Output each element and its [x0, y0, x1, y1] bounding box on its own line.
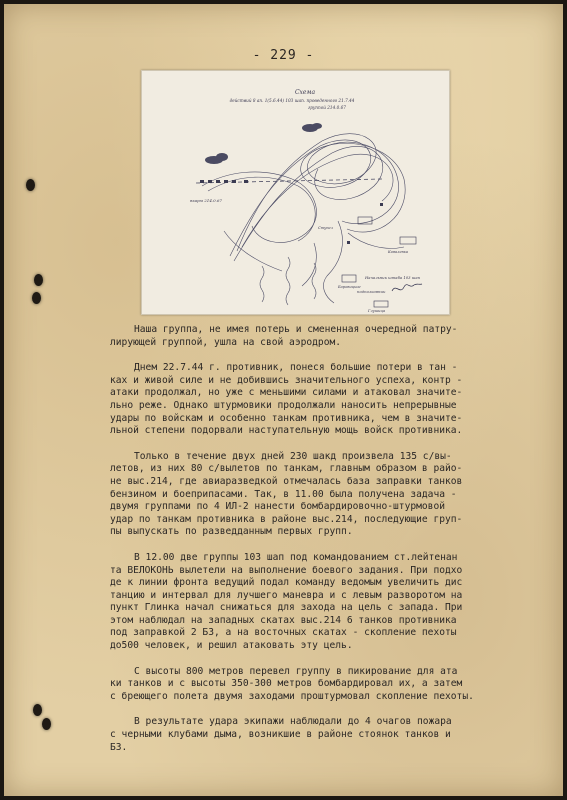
paragraph: Днем 22.7.44 г. противник, понеся большие потери в тан - ках и живой силе и не добившись значительного успеха, контр - атаки продолжал, но уже с меньшими силами и атаковал значите- льно реже. Однако штурмовики продолжали наносить непрерывные удары по войскам и особенно танкам противника, чем в значите- льной степени подорвали наступательную мощь войск противника.	[110, 362, 463, 437]
diagram-subtitle: действий 8 ап. 1(5.6.44) 103 шап. проведенного 21.7.44	[229, 98, 355, 103]
village-marker	[374, 301, 388, 307]
document-page	[4, 4, 563, 796]
unit-markers	[200, 180, 383, 244]
paragraph: С высоты 800 метров перевел группу в пикирование для ата ки танков и с высоты 350-300 метров бомбардировал их, а затем с бреющего полета двумя заходами проштурмовал скопление пехоты.	[110, 665, 474, 702]
scheme-drawing	[142, 71, 449, 314]
page-number: - 229 -	[252, 48, 315, 63]
binding-hole	[32, 292, 41, 304]
village-label: Глушица	[368, 309, 386, 313]
paragraph: Наша группа, не имея потерь и смененная очередной патру- лирующей группой, ушла на свой аэродром.	[110, 324, 458, 348]
handwritten-signature	[392, 284, 422, 291]
terrain-lines	[260, 257, 316, 305]
diagram-title: Схема	[294, 89, 316, 96]
binding-hole	[33, 704, 42, 716]
report-text	[110, 324, 510, 767]
signature-caption: подполковник	[357, 289, 386, 294]
binding-hole	[42, 718, 51, 730]
height-label: вкарм 214.0.67	[190, 198, 223, 203]
binding-hole	[34, 274, 43, 286]
binding-hole	[26, 179, 35, 191]
cloud-marks	[205, 123, 322, 164]
village-marker	[342, 275, 356, 282]
battle-scheme-diagram	[141, 70, 450, 315]
signature-caption: Начальник штаба 103 шап	[365, 275, 421, 280]
village-label: Ступел	[318, 226, 333, 230]
paragraph: В результате удара экипажи наблюдали до 4 очагов пожара с черными клубами дыма, возникшие в районе стоянок танков и БЗ.	[110, 716, 452, 753]
diagram-subtitle: группой 214.0.67	[308, 105, 346, 110]
village-label: Ковалевка	[388, 250, 408, 254]
village-marker	[400, 237, 416, 244]
village-label: Боровицкое	[338, 285, 361, 289]
paragraph: В 12.00 две группы 103 шап под командованием ст.лейтенан та ВЕЛОКОНЬ вылетели на выполнение боевого задания. При подхо де к линии фронта ведущий подал команду ведомым увеличить дис танцию и интервал для лучшего маневра и с левым разворотом на пункт Глинка начал снижаться для захода на цель с запада. При этом наблюдал на западных скатах выс.214 6 танков противника под заправкой 2 БЗ, а на восточных скатах - скопление пехоты до500 человек, и решил атаковать эту цель.	[110, 551, 463, 652]
paragraph: Только в течение двух дней 230 шакд произвела 135 с/вы- летов, из них 80 с/вылетов по танкам, главным образом в райо- не выс.214, где авиаразведкой отмечалась база заправки танков бензином и боеприпасами. Так, в 11.00 была получена задача - двумя группами по 4 ИЛ-2 нанести бомбардировочно-штурмовой удар по танкам противника в районе выс.214, последующие груп- пы выпускать по разведданным первых групп.	[110, 450, 463, 538]
